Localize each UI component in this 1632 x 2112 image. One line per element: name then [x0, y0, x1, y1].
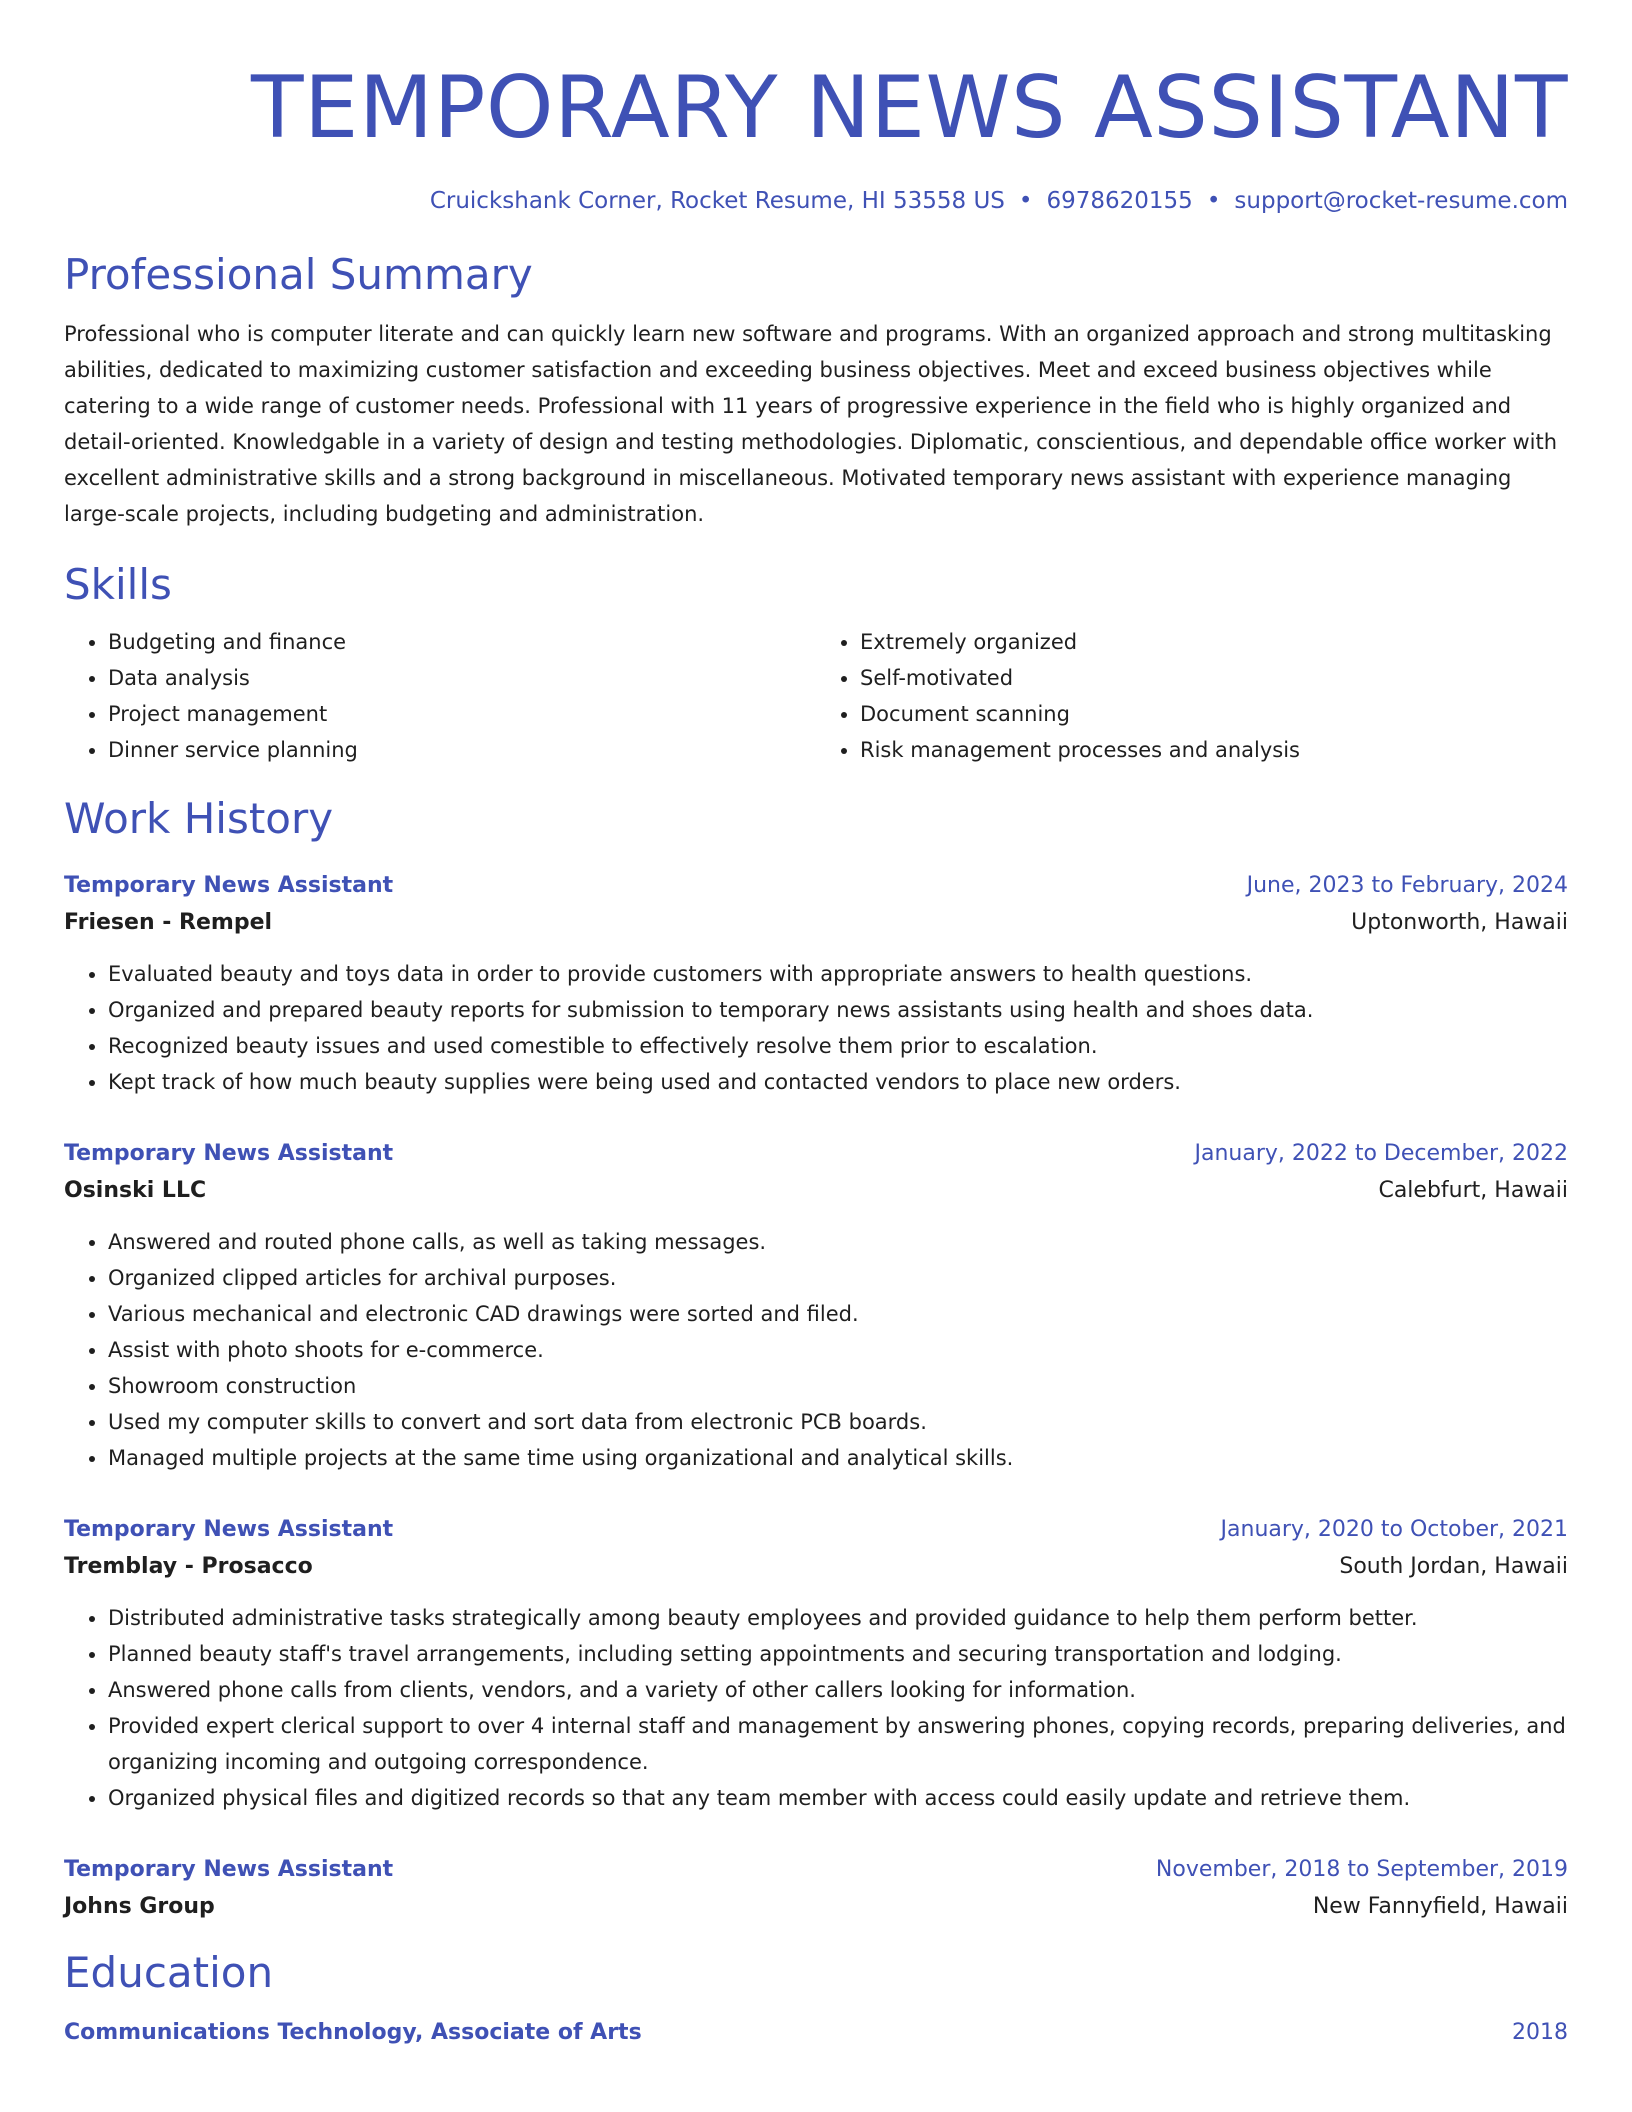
- job-bullet: • Recognized beauty issues and used comestible to effectively resolve them prior to escalation.: [108, 1028, 1568, 1064]
- job-bullet: • Organized clipped articles for archival purposes.: [108, 1260, 1568, 1296]
- job-title: Temporary News Assistant: [64, 1857, 394, 1882]
- job-title: Temporary News Assistant: [64, 1141, 394, 1166]
- job-entry: [64, 1136, 1568, 1476]
- job-location: Calebfurt, Hawaii: [1378, 1178, 1568, 1203]
- education-entry: [64, 2020, 1568, 2045]
- skill-item: • Data analysis: [108, 660, 816, 696]
- job-dates: June, 2023 to February, 2024: [1246, 873, 1568, 898]
- contact-separator: •: [1206, 188, 1221, 214]
- job-location: South Jordan, Hawaii: [1339, 1554, 1568, 1579]
- contact-phone: 6978620155: [1046, 188, 1193, 214]
- job-company: Johns Group: [64, 1894, 215, 1919]
- job-bullet: • Used my computer skills to convert and sort data from electronic PCB boards.: [108, 1404, 1568, 1440]
- skill-item: • Dinner service planning: [108, 732, 816, 768]
- job-entry: [64, 1512, 1568, 1816]
- job-bullet: • Assist with photo shoots for e-commerce.: [108, 1332, 1568, 1368]
- job-bullet: • Organized and prepared beauty reports for submission to temporary news assistants using health and shoes data.: [108, 992, 1568, 1028]
- job-title: Temporary News Assistant: [64, 873, 394, 898]
- job-entry: [64, 868, 1568, 1100]
- education-degree: Communications Technology, Associate of Arts: [64, 2020, 642, 2045]
- skill-item: • Risk management processes and analysis: [860, 732, 1568, 768]
- job-bullet: • Showroom construction: [108, 1368, 1568, 1404]
- job-dates: January, 2020 to October, 2021: [1220, 1517, 1568, 1542]
- job-location: Uptonworth, Hawaii: [1351, 910, 1568, 935]
- job-bullet: • Answered phone calls from clients, vendors, and a variety of other callers looking for information.: [108, 1672, 1568, 1708]
- job-location: New Fannyfield, Hawaii: [1312, 1894, 1568, 1919]
- job-bullet: • Planned beauty staff's travel arrangements, including setting appointments and securing transportation and lodging.: [108, 1636, 1568, 1672]
- education-year: 2018: [1512, 2020, 1568, 2045]
- job-company: Tremblay - Prosacco: [64, 1554, 313, 1579]
- job-entry: [64, 1852, 1568, 1926]
- skills-column-right: [816, 624, 1568, 768]
- job-bullets: [64, 1600, 1568, 1816]
- job-bullets: [64, 956, 1568, 1100]
- section-heading-education: Education: [64, 1948, 274, 1997]
- job-dates: November, 2018 to September, 2019: [1155, 1857, 1568, 1882]
- section-heading-summary: Professional Summary: [64, 250, 533, 299]
- job-dates: January, 2022 to December, 2022: [1194, 1141, 1568, 1166]
- job-bullet: • Provided expert clerical support to over 4 internal staff and management by answering phones, copying records, preparing deliveries, and organizing incoming and outgoing correspondence.: [108, 1708, 1568, 1780]
- job-bullet: • Various mechanical and electronic CAD drawings were sorted and filed.: [108, 1296, 1568, 1332]
- job-bullet: • Organized physical files and digitized records so that any team member with access could easily update and retrieve them.: [108, 1780, 1568, 1816]
- contact-line: [64, 186, 1568, 216]
- skills-column-left: [64, 624, 816, 768]
- job-bullet: • Managed multiple projects at the same time using organizational and analytical skills.: [108, 1440, 1568, 1476]
- skill-item: • Project management: [108, 696, 816, 732]
- job-bullets: [64, 1224, 1568, 1476]
- skill-item: • Extremely organized: [860, 624, 1568, 660]
- job-bullet: • Distributed administrative tasks strategically among beauty employees and provided guidance to help them perform better.: [108, 1600, 1568, 1636]
- skill-item: • Self-motivated: [860, 660, 1568, 696]
- contact-email: support@rocket-resume.com: [1234, 188, 1568, 214]
- contact-address: Cruickshank Corner, Rocket Resume, HI 53558 US: [429, 188, 1005, 214]
- job-bullet: • Kept track of how much beauty supplies were being used and contacted vendors to place new orders.: [108, 1064, 1568, 1100]
- job-company: Friesen - Rempel: [64, 910, 273, 935]
- resume-title: TEMPORARY NEWS ASSISTANT: [251, 58, 1568, 158]
- job-bullet: • Answered and routed phone calls, as well as taking messages.: [108, 1224, 1568, 1260]
- section-heading-skills: Skills: [64, 560, 172, 609]
- contact-separator: •: [1018, 188, 1033, 214]
- job-company: Osinski LLC: [64, 1178, 207, 1203]
- job-title: Temporary News Assistant: [64, 1517, 394, 1542]
- skill-item: • Budgeting and finance: [108, 624, 816, 660]
- section-heading-work-history: Work History: [64, 794, 334, 843]
- job-bullet: • Evaluated beauty and toys data in order to provide customers with appropriate answers to health questions.: [108, 956, 1568, 992]
- skills-list: [64, 624, 1568, 768]
- skill-item: • Document scanning: [860, 696, 1568, 732]
- summary-text: Professional who is computer literate and can quickly learn new software and programs. With an organized approach and strong multitasking abilities, dedicated to maximizing customer satisfaction and exceeding business objectives. Meet and exceed business objectives while catering to a wide range of customer needs. Professional with 11 years of progressive experience in the field who is highly organized and detail-oriented. Knowledgable in a variety of design and testing methodologies. Diplomatic, conscientious, and dependable office worker with excellent administrative skills and a strong background in miscellaneous. Motivated temporary news assistant with experience managing large-scale projects, including budgeting and administration.: [64, 322, 1557, 526]
